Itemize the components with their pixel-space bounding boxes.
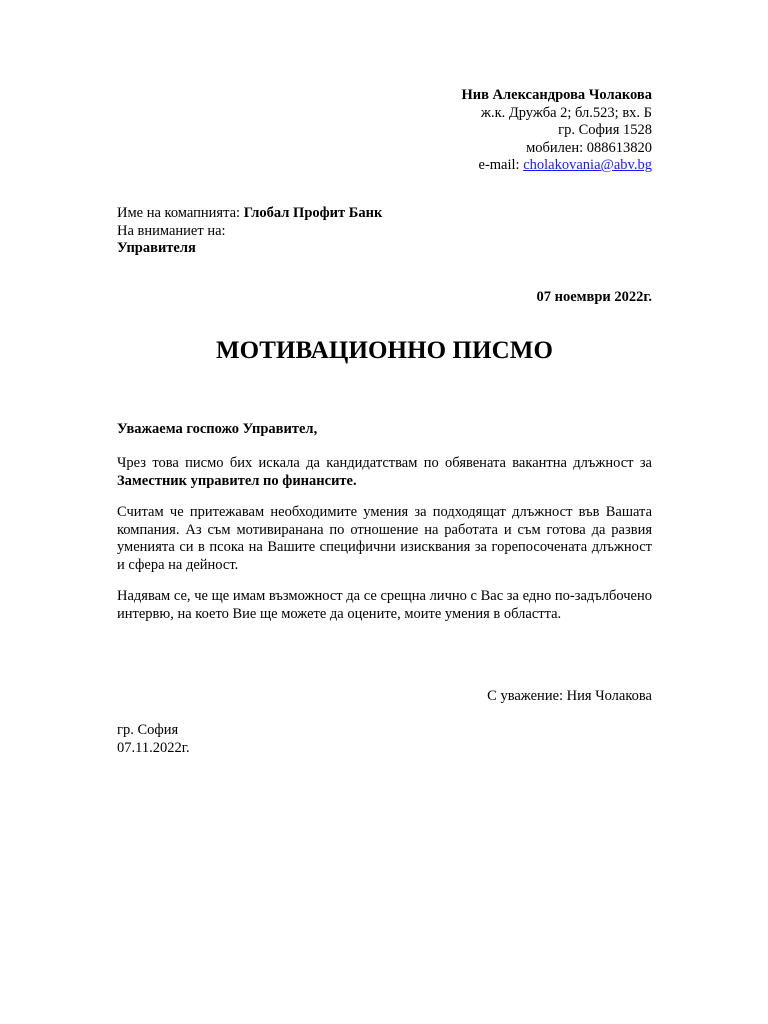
- sender-address: ж.к. Дружба 2; бл.523; вх. Б: [480, 104, 652, 121]
- attention-to: Управителя: [117, 240, 196, 256]
- paragraph-intro-text: Чрез това писмо бих искала да кандидатствам по обявената вакантна длъжност за: [117, 455, 652, 471]
- paragraph-interview: Надявам се, че ще имам възможност да се срещна лично с Вас за едно по-задълбочено интервю, на което Вие ще можете да оцените, моите умения в областта.: [117, 588, 652, 622]
- company-line: [117, 205, 382, 223]
- letter-title: МОТИВАЦИОННО ПИСМО: [215, 337, 554, 364]
- place-date-block: [117, 722, 190, 757]
- letter-date: 07 ноември 2022г.: [536, 289, 652, 305]
- salutation: Уважаема госпожо Управител,: [117, 421, 318, 437]
- email-label: e-mail:: [478, 157, 524, 173]
- sender-mobile: мобилен: 088613820: [526, 139, 652, 156]
- attention-label: На вниманиет на:: [117, 222, 226, 239]
- company-label: Име на комапнията:: [117, 205, 244, 221]
- sender-block: [461, 87, 652, 175]
- paragraph-intro: [117, 455, 652, 490]
- sender-city: гр. София 1528: [558, 122, 652, 138]
- closing-signature: С уважение: Ния Чолакова: [487, 688, 652, 704]
- company-name: Глобал Профит Банк: [243, 205, 383, 221]
- place: гр. София: [117, 722, 179, 738]
- sender-email-line: [461, 157, 652, 175]
- letter-page: [117, 0, 652, 1024]
- paragraph-skills: Считам че притежавам необходимите умения за подходящат длъжност във Вашата компания. Аз съм мотивиранана по отношение на работата и съм готова да развия уменията си в псока на Вашите специфични изисквания за горепосочената длъжност и сфера на дейност.: [117, 504, 652, 573]
- position-title: Заместник управител по финансите.: [117, 472, 357, 489]
- sign-date: 07.11.2022г.: [117, 739, 190, 756]
- email-link[interactable]: cholakovania@abv.bg: [523, 157, 652, 173]
- sender-name: Нив Александрова Чолакова: [461, 87, 652, 103]
- recipient-block: [117, 205, 382, 258]
